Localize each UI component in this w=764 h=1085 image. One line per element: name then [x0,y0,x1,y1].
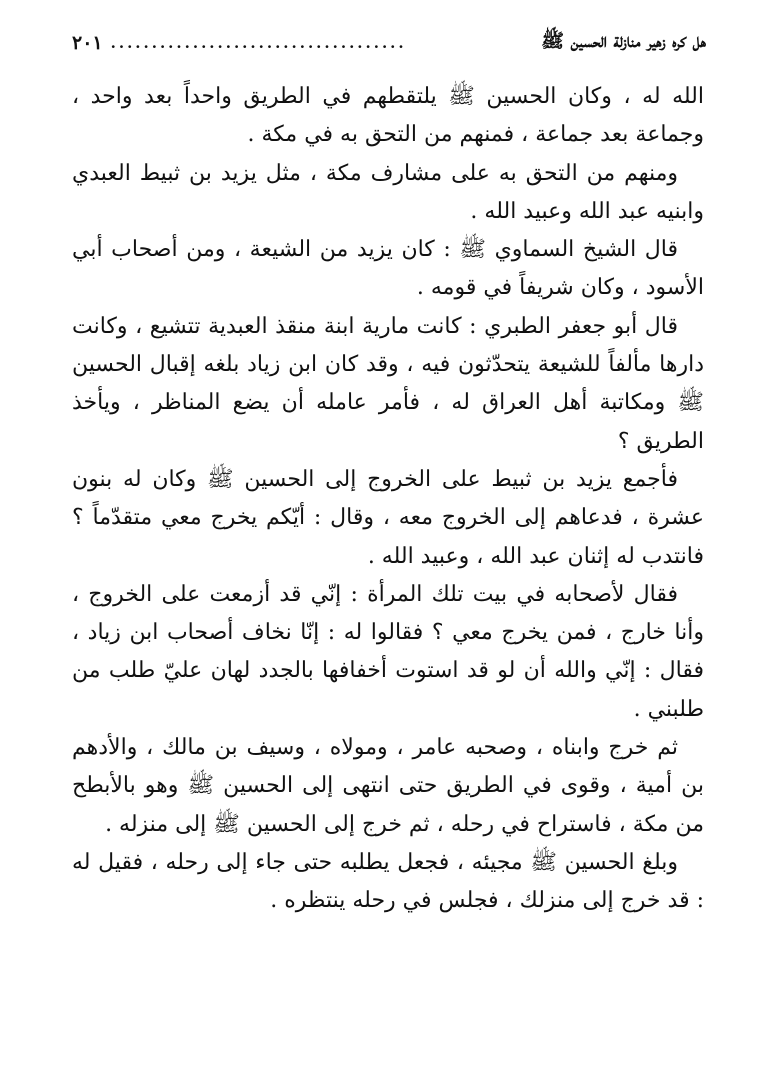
paragraph-4: قال أبو جعفر الطبري : كانت مارية ابنة منقذ العبدية تتشيع ، وكانت دارها مألفاً للشيعة يتحدّثون فيه ، وقد كان ابن زياد بلغه إقبال الحسين ﷺ ومكاتبة أهل العراق له ، فأمر عامله أن يضع المناظر ، ويأخذ الطريق ؟ [72,313,704,454]
running-title: هل كره زهير منازلة الحسين ﷺ [541,30,706,52]
paragraph-6: فقال لأصحابه في بيت تلك المرأة : إنّي قد أزمعت على الخروج ، وأنا خارج ، فمن يخرج معي ؟ فقالوا له : إنّا نخاف أصحاب ابن زياد ، فقال : إنّي والله أن لو قد استوت أخفافها بالجدد لهان عليّ طلب من طلبني . [72,581,704,722]
leader-dots: .................................... [110,34,407,52]
paragraph-2: ومنهم من التحق به على مشارف مكة ، مثل يزيد بن ثبيط العبدي وابنيه عبد الله وعبيد الله . [72,160,704,224]
paragraph-7: ثم خرج وابناه ، وصحبه عامر ، ومولاه ، وسيف بن مالك ، والأدهم بن أمية ، وقوى في الطريق حتى انتهى إلى الحسين ﷺ وهو بالأبطح من مكة ، فاستراح في رحله ، ثم خرج إلى الحسين ﷺ إلى منزله . [72,735,704,837]
paragraph-8: وبلغ الحسين ﷺ مجيئه ، فجعل يطلبه حتى جاء إلى رحله ، فقيل له : قد خرج إلى منزلك ، فجلس في رحله ينتظره . [72,849,704,914]
page-header [72,26,706,60]
paragraph-3: قال الشيخ السماوي ﷺ : كان يزيد من الشيعة ، ومن أصحاب أبي الأسود ، وكان شريفاً في قومه . [72,237,704,301]
body-text [72,78,704,921]
paragraph-1: الله له ، وكان الحسين ﷺ يلتقطهم في الطريق واحداً بعد واحد ، وجماعة بعد جماعة ، فمنهم من التحق به في مكة . [72,84,704,148]
page-number: ٢٠١ [72,32,103,54]
paragraph-5: فأجمع يزيد بن ثبيط على الخروج إلى الحسين ﷺ وكان له بنون عشرة ، فدعاهم إلى الخروج معه ، وقال : أيّكم يخرج معي متقدّماً ؟ فانتدب له إثنان عبد الله ، وعبيد الله . [72,466,705,569]
